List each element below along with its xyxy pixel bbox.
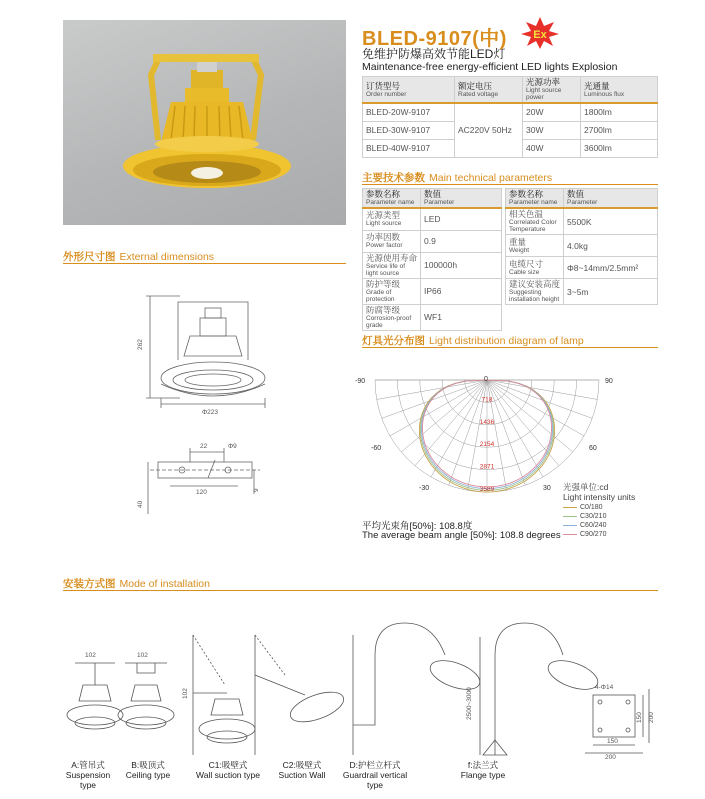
divider <box>362 347 658 348</box>
svg-text:150: 150 <box>607 738 618 745</box>
angle-label: 0 <box>484 376 488 383</box>
divider <box>362 184 658 185</box>
install-section-title: 安装方式图 Mode of installation <box>63 578 210 590</box>
install-caption-c1: C1:吸壁式 Wall suction type <box>196 760 260 780</box>
table-row: 防护等级 Grade of protection IP66 <box>363 278 502 304</box>
install-caption-d: D:护栏立杆式 Guardrail vertical type <box>342 760 408 790</box>
legend-swatch <box>563 525 577 526</box>
legend-item: C90/270 <box>563 531 653 540</box>
table-row: 光源使用寿命 Service life of light source 100000h <box>363 252 502 278</box>
ex-mark <box>520 16 560 50</box>
divider <box>63 590 658 591</box>
product-title: BLED-9107(中) <box>362 28 507 50</box>
table-row: 重量 Weight 4.0kg <box>506 235 658 257</box>
tech-table-right: 参数名称 Parameter name 数值 Parameter 相关色温 Correlated Color Temperature 5500K 重量 Weight 4.0kg 电缆尺寸 Cable size Φ8~14mm/2.5mm² 建议安装高度 Suggesting installation height 3~5m <box>505 188 658 305</box>
beam-angle-en: The average beam angle [50%]: 108.8 degrees <box>362 530 561 541</box>
units-cn: 光强单位:cd <box>563 482 609 492</box>
light-section-title: 灯具光分布图 Light distribution diagram of lamp <box>362 335 584 347</box>
angle-label: -30 <box>419 485 430 492</box>
table-row: 建议安装高度 Suggesting installation height 3~5m <box>506 279 658 305</box>
table-row: 相关色温 Correlated Color Temperature 5500K <box>506 208 658 235</box>
legend-swatch <box>563 516 577 517</box>
table-row: 功率因数 Power factor 0.9 <box>363 230 502 252</box>
divider <box>63 263 346 264</box>
order-table-header: 订货型号 Order number 额定电压 Rated voltage 光源功率 Light source power 光通量 Luminous flux <box>363 77 658 104</box>
svg-text:102: 102 <box>182 688 189 699</box>
ring-label: 2871 <box>479 463 495 471</box>
svg-text:Φ223: Φ223 <box>202 409 219 416</box>
angle-label: 90 <box>605 378 613 385</box>
install-caption-b: B:吸顶式 Ceiling type <box>125 760 171 780</box>
voltage-cell: AC220V 50Hz <box>455 103 523 157</box>
svg-text:40: 40 <box>137 500 144 508</box>
table-row: BLED-30W-9107 30W 2700lm <box>363 121 658 139</box>
dimension-drawing <box>120 280 300 520</box>
svg-text:Φ9: Φ9 <box>228 443 237 450</box>
install-drawings <box>55 615 655 760</box>
table-row: 防腐等级 Corrosion-proof grade WF1 <box>363 304 502 330</box>
legend-swatch <box>563 534 577 535</box>
svg-text:262: 262 <box>137 339 144 350</box>
svg-text:200: 200 <box>648 712 655 723</box>
legend-item: C30/210 <box>563 513 653 522</box>
svg-text:200: 200 <box>605 754 616 761</box>
tech-section-title: 主要技术参数 Main technical parameters <box>362 172 553 184</box>
svg-text:2500~3000: 2500~3000 <box>466 687 473 720</box>
polar-legend <box>563 504 653 540</box>
subtitle-en: Maintenance-free energy-efficient LED lights Explosion <box>362 61 618 73</box>
angle-label: -90 <box>355 378 366 385</box>
tech-table-left: 参数名称 Parameter name 数值 Parameter 光源类型 Light source LED 功率因数 Power factor 0.9 光源使用寿命 Service life of light source 100000h 防护等级 Grade of protection IP66 防腐等级 Corrosion-proof grade WF1 <box>362 188 502 331</box>
table-row: 电缆尺寸 Cable size Φ8~14mm/2.5mm² <box>506 257 658 279</box>
subtitle-cn: 免维护防爆高效节能LED灯 <box>362 47 506 61</box>
product-photo <box>63 20 346 225</box>
angle-label: -60 <box>371 445 382 452</box>
table-row: BLED-20W-9107 AC220V 50Hz 20W 1800lm <box>363 103 658 121</box>
install-caption-f: f:法兰式 Flange type <box>460 760 506 780</box>
svg-text:Ex: Ex <box>533 29 547 41</box>
angle-label: 60 <box>589 445 597 452</box>
install-caption-c2: C2:吸壁式 Suction Wall <box>278 760 326 780</box>
svg-text:22: 22 <box>200 443 208 450</box>
angle-label: 30 <box>543 485 551 492</box>
svg-text:4-Φ14: 4-Φ14 <box>595 684 614 691</box>
ring-label: 718 <box>481 396 493 404</box>
table-row: BLED-40W-9107 40W 3600lm <box>363 139 658 157</box>
svg-text:120: 120 <box>196 489 207 496</box>
svg-text:150: 150 <box>636 712 643 723</box>
ring-label: 1436 <box>479 418 495 426</box>
table-row: 光源类型 Light source LED <box>363 208 502 230</box>
ring-label: 3589 <box>479 486 495 493</box>
legend-swatch <box>563 507 577 508</box>
svg-text:9: 9 <box>253 488 260 492</box>
svg-text:102: 102 <box>137 652 148 659</box>
order-table <box>362 76 658 158</box>
dim-section-title: 外形尺寸图 External dimensions <box>63 251 215 263</box>
beam-angle-cn: 平均光束角[50%]: 108.8度 <box>362 521 473 532</box>
legend-item: C0/180 <box>563 504 653 513</box>
ring-label: 2154 <box>479 441 495 449</box>
units-en: Light intensity units <box>563 492 636 502</box>
svg-text:102: 102 <box>85 652 96 659</box>
legend-item: C60/240 <box>563 522 653 531</box>
install-caption-a: A:管吊式 Suspension type <box>65 760 111 790</box>
